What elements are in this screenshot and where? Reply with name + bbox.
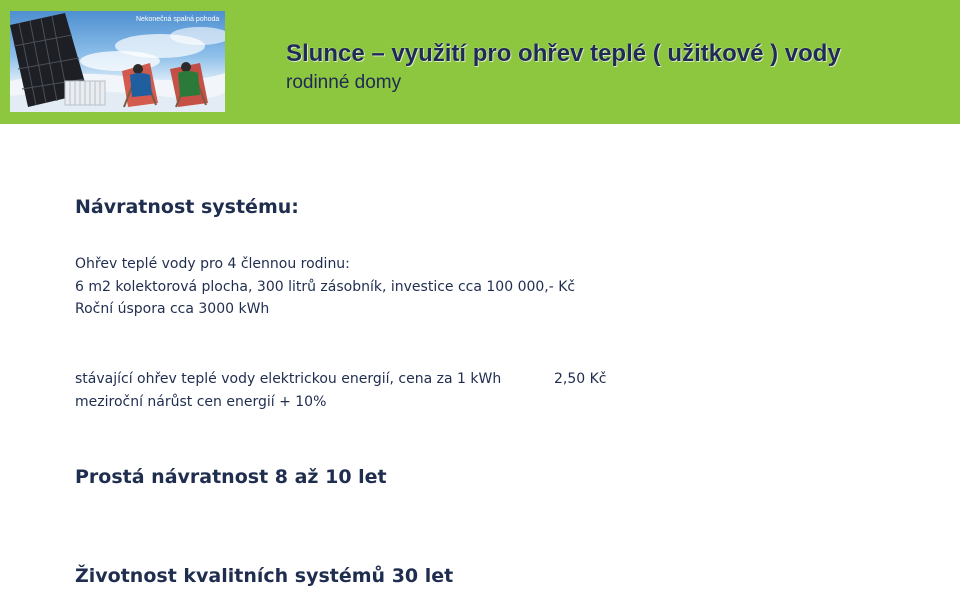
lifetime-statement: Životnost kvalitních systémů 30 let <box>75 565 454 587</box>
page-title: Slunce – využití pro ohřev teplé ( užitkové ) vody <box>286 40 841 67</box>
solar-scene-illustration <box>10 11 225 112</box>
page-subtitle: rodinné domy <box>286 72 402 93</box>
photo-caption: Nekonečná spalná pohoda <box>136 16 220 23</box>
payback-statement: Prostá návratnost 8 až 10 let <box>75 466 387 488</box>
price-growth-line: meziroční nárůst cen energií + 10% <box>75 394 327 410</box>
energy-price-value: 2,50 Kč <box>554 371 607 387</box>
header-banner <box>0 0 960 124</box>
current-heating-line: stávající ohřev teplé vody elektrickou energií, cena za 1 kWh <box>75 371 502 387</box>
family-line: Ohřev teplé vody pro 4 člennou rodinu: <box>75 256 350 272</box>
section-heading: Návratnost systému: <box>75 196 299 218</box>
solar-collector-photo <box>10 11 225 112</box>
annual-saving-line: Roční úspora cca 3000 kWh <box>75 301 270 317</box>
investment-line: 6 m2 kolektorová plocha, 300 litrů zásobník, investice cca 100 000,- Kč <box>75 279 576 295</box>
